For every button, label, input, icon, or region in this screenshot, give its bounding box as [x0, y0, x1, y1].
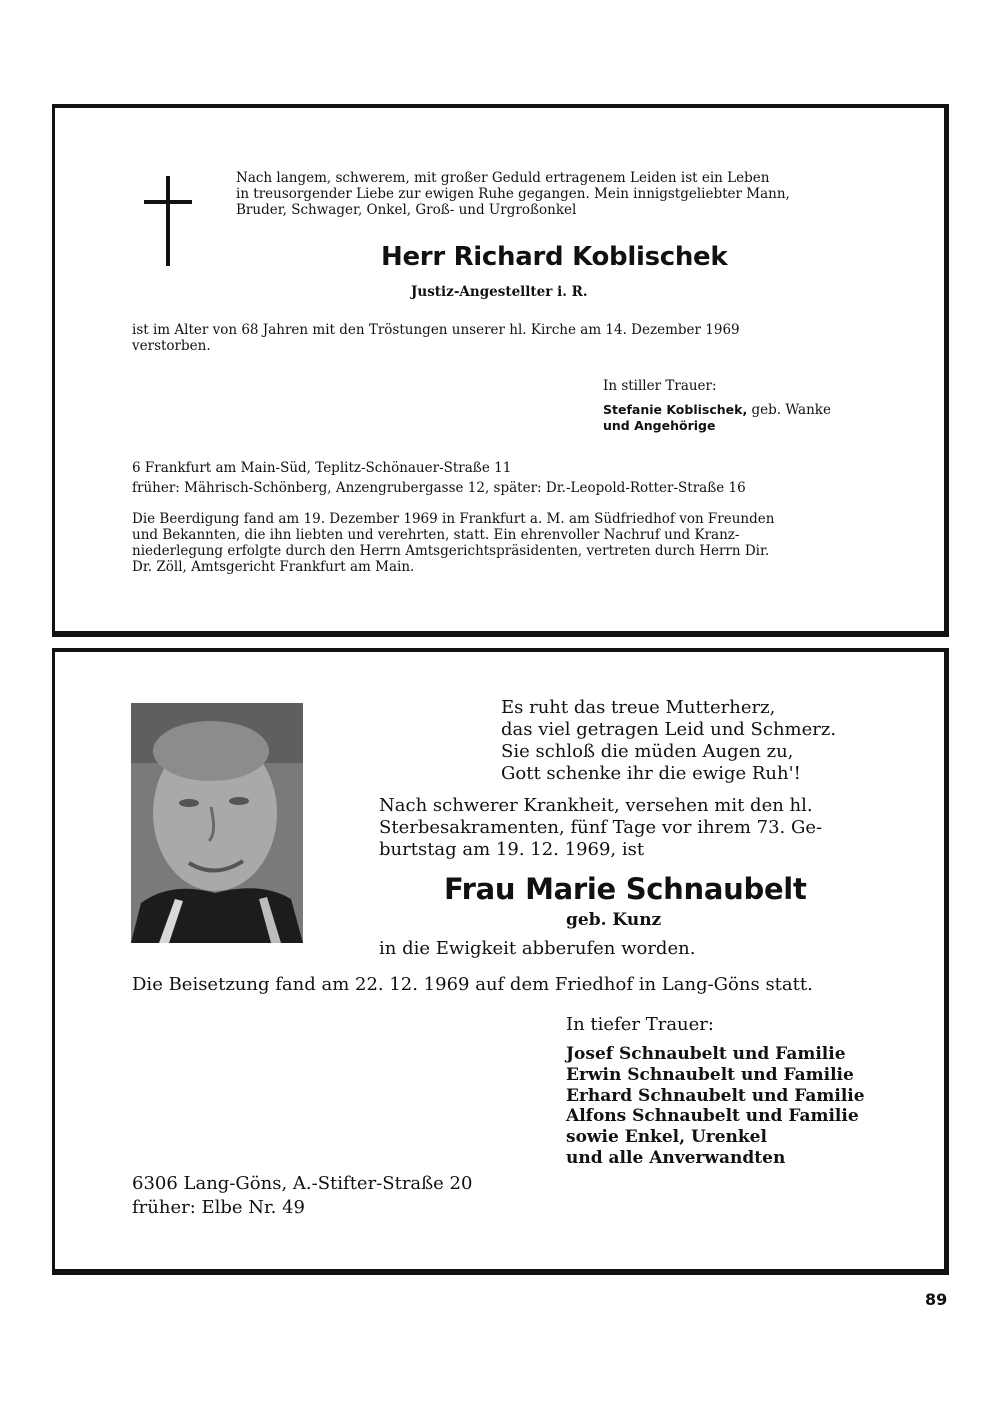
- mourning-label: In tiefer Trauer:: [566, 1014, 714, 1035]
- deceased-name: Herr Richard Koblischek: [381, 242, 728, 272]
- mourner-6: und alle Anverwandten: [566, 1148, 786, 1168]
- burial-line-2: und Bekannten, die ihn liebten und verehrten, statt. Ein ehrenvoller Nachruf und Kranz-: [132, 527, 740, 543]
- intro-line-3: Bruder, Schwager, Onkel, Groß- und Urgroßonkel: [236, 202, 577, 218]
- cross-icon: [166, 176, 170, 266]
- address-line-1: 6 Frankfurt am Main-Süd, Teplitz-Schönauer-Straße 11: [132, 460, 512, 476]
- mourner-name: Stefanie Koblischek,: [603, 402, 748, 417]
- mourner-4: Alfons Schnaubelt und Familie: [566, 1106, 859, 1126]
- poem-line-2: das viel getragen Leid und Schmerz.: [501, 719, 837, 740]
- address-line-2: früher: Elbe Nr. 49: [132, 1197, 306, 1218]
- portrait-photo: [131, 703, 303, 943]
- intro-line-2: Sterbesakramenten, fünf Tage vor ihrem 73. Ge-: [379, 817, 823, 838]
- death-line-1: ist im Alter von 68 Jahren mit den Tröstungen unserer hl. Kirche am 14. Dezember 1969: [132, 322, 740, 338]
- intro-line-3: burtstag am 19. 12. 1969, ist: [379, 839, 645, 860]
- mourner-1: Josef Schnaubelt und Familie: [566, 1044, 846, 1064]
- death-line: in die Ewigkeit abberufen worden.: [379, 938, 696, 959]
- burial-line-1: Die Beerdigung fand am 19. Dezember 1969 in Frankfurt a. M. am Südfriedhof von Freunden: [132, 511, 775, 527]
- intro-line-1: Nach schwerer Krankheit, versehen mit den hl.: [379, 795, 813, 816]
- intro-line-2: in treusorgender Liebe zur ewigen Ruhe gegangen. Mein innigstgeliebter Mann,: [236, 186, 790, 202]
- burial-line-3: niederlegung erfolgte durch den Herrn Amtsgerichtspräsidenten, vertreten durch Herrn Dir.: [132, 543, 770, 559]
- mourner-suffix: geb. Wanke: [751, 402, 831, 418]
- poem-line-3: Sie schloß die müden Augen zu,: [501, 741, 794, 762]
- mourning-label: In stiller Trauer:: [603, 378, 717, 394]
- intro-line-1: Nach langem, schwerem, mit großer Geduld ertragenem Leiden ist ein Leben: [236, 170, 770, 186]
- mourner-5: sowie Enkel, Urenkel: [566, 1127, 767, 1147]
- portrait-image: [131, 703, 303, 943]
- mourner-line-2: und Angehörige: [603, 418, 716, 433]
- mourner-line-1: [603, 402, 831, 418]
- burial-line-4: Dr. Zöll, Amtsgericht Frankfurt am Main.: [132, 559, 415, 575]
- mourner-3: Erhard Schnaubelt und Familie: [566, 1086, 865, 1106]
- page-number: 89: [925, 1290, 948, 1309]
- poem-line-1: Es ruht das treue Mutterherz,: [501, 697, 776, 718]
- cross-icon-bar: [144, 200, 192, 204]
- death-line-2: verstorben.: [132, 338, 211, 354]
- mourner-2: Erwin Schnaubelt und Familie: [566, 1065, 854, 1085]
- deceased-name: Frau Marie Schnaubelt: [444, 872, 807, 906]
- poem-line-4: Gott schenke ihr die ewige Ruh'!: [501, 763, 801, 784]
- address-line-2: früher: Mährisch-Schönberg, Anzengrubergasse 12, später: Dr.-Leopold-Rotter-Straße 16: [132, 480, 746, 496]
- burial-line: Die Beisetzung fand am 22. 12. 1969 auf dem Friedhof in Lang-Göns statt.: [132, 974, 813, 995]
- deceased-title: Justiz-Angestellter i. R.: [411, 284, 588, 300]
- address-line-1: 6306 Lang-Göns, A.-Stifter-Straße 20: [132, 1173, 473, 1194]
- maiden-name: geb. Kunz: [566, 910, 662, 930]
